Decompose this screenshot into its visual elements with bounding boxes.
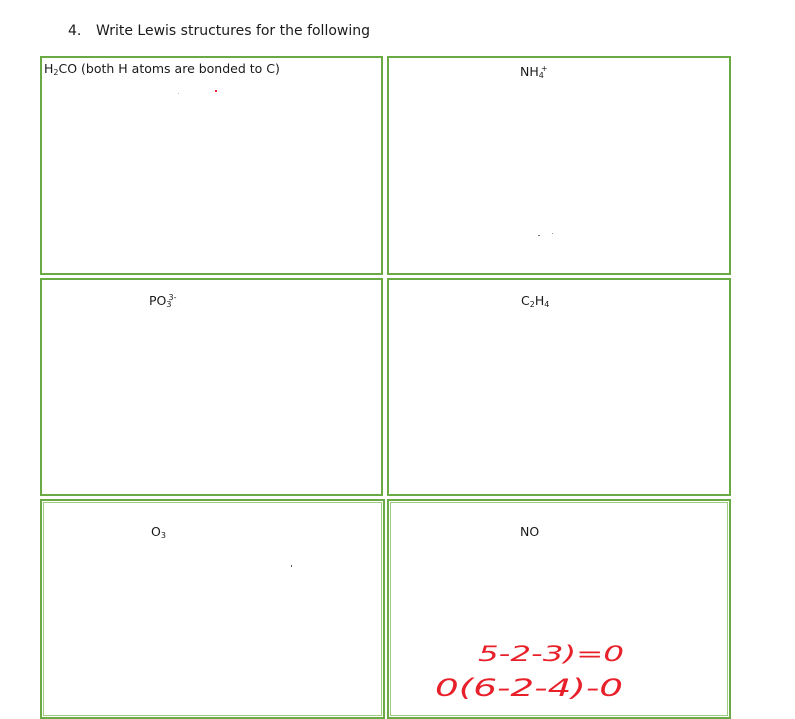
answer-box-no[interactable] [387, 499, 731, 719]
formula-label-h2co: $H_2CO$ (both H atoms are bonded to C) [44, 61, 280, 77]
handwritten-line-1: 5-2-3)=0 [478, 642, 624, 666]
pen-mark [178, 93, 179, 94]
pen-mark [215, 90, 217, 92]
formula-label-no: NO [520, 524, 540, 539]
pen-mark [291, 565, 292, 567]
question-heading [68, 23, 370, 39]
pen-mark [538, 235, 540, 236]
formula-label-o3: $O_3$ [151, 524, 166, 540]
handwritten-line-2: 0(6-2-4)-0 [435, 674, 623, 702]
answer-box-o3[interactable] [40, 499, 385, 719]
answer-box-nh4[interactable] [387, 56, 731, 275]
formula-label-po3: $PO_3^{3-}$ [149, 293, 177, 309]
formula-label-nh4: $NH_4^+$ [520, 64, 548, 80]
pen-mark [552, 233, 553, 234]
question-number: 4. [68, 23, 82, 39]
formula-label-c2h4: $C_2H_4$ [521, 293, 550, 309]
answer-box-h2co[interactable] [40, 56, 383, 275]
question-prompt: Write Lewis structures for the following [96, 23, 371, 39]
answer-box-po3[interactable] [40, 278, 383, 496]
answer-box-c2h4[interactable] [387, 278, 731, 496]
